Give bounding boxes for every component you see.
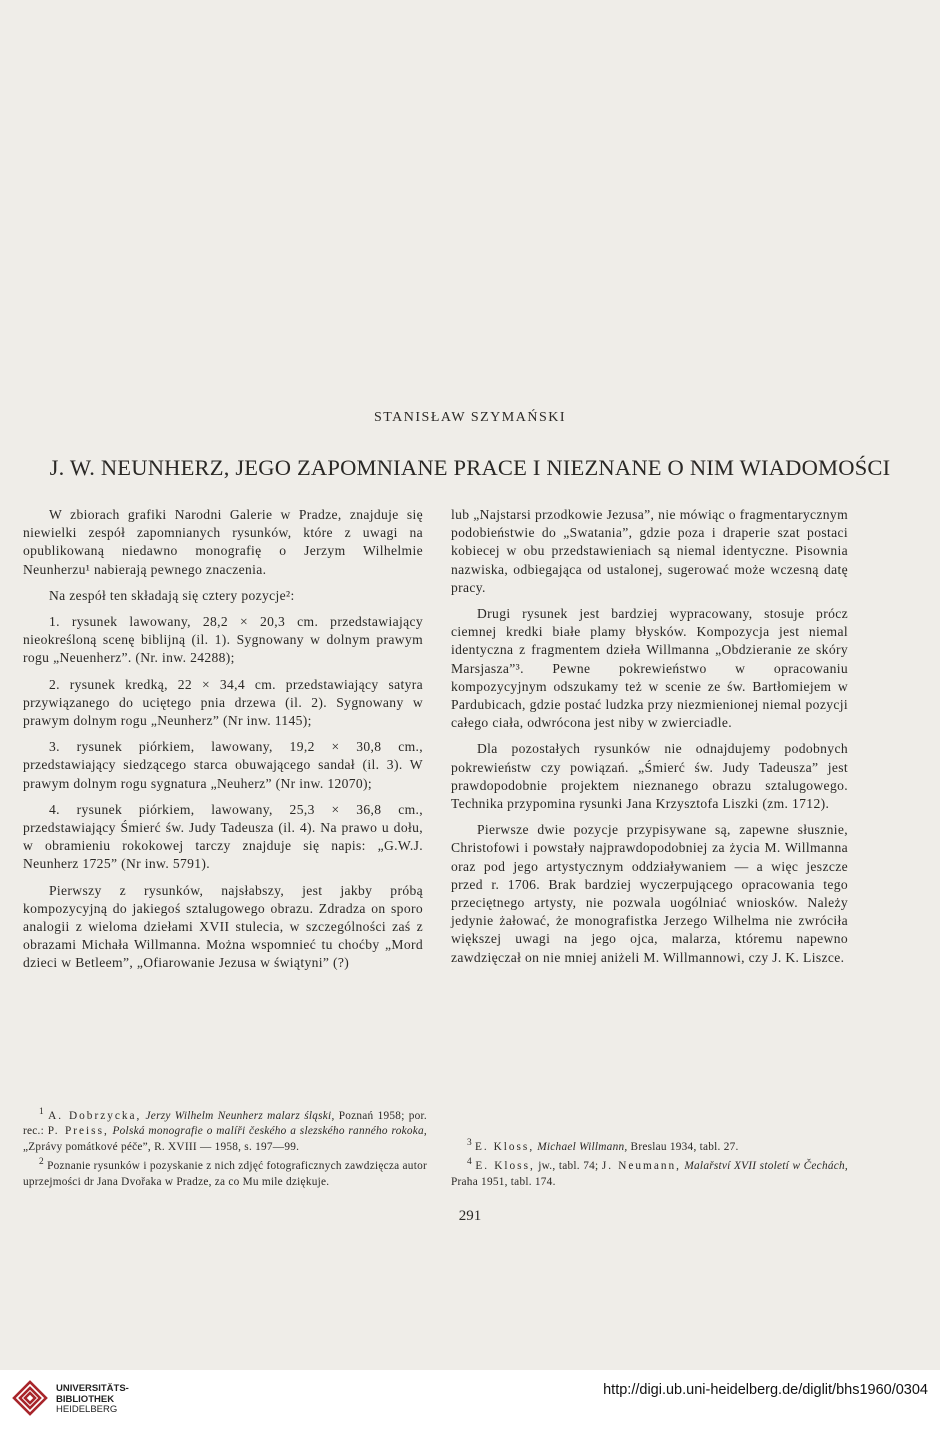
paragraph: Pierwszy z rysunków, najsłabszy, jest jakby próbą kompozycyjną do jakiegoś sztalugowego obrazu. Zdradza on sporo analogii z wieloma dziełami XVII stulecia, w szczególności zaś z obrazami Michała Willmanna. Można wspomnieć tu choćby „Mord dzieci w Betleem”, „Ofiarowanie Jezusa w świątyni” (?) [23,882,423,971]
footnote-title: Michael Willmann, [537,1140,628,1153]
footnote-author: P. Preiss, [47,1125,109,1138]
footnote-continuation-spacer [451,1105,848,1136]
page-number: 291 [458,1208,482,1224]
footnote-text: Praha 1951, tabl. 174. [451,1175,556,1188]
left-column [23,506,423,981]
library-name-line: UNIVERSITÄTS- [56,1383,129,1394]
library-logo-icon [10,1378,50,1418]
list-item: 2. rysunek kredką, 22 × 34,4 cm. przedstawiający satyra przywiązanego do uciętego pnia drzewa (il. 2). Sygnowany w prawym dolnym rogu „Neunherz” (Nr inw. 1145); [23,676,423,729]
library-name-line: BIBLIOTHEK [56,1393,115,1405]
footnote-text: Poznanie rysunków i pozyskanie z nich zdjęć fotograficznych zawdzięcza autor uprzejmości dr Jana Dvořaka w Pradze, za co Mu mile dziękuje. [23,1160,428,1188]
list-item: 1. rysunek lawowany, 28,2 × 20,3 cm. przedstawiający nieokreśloną scenę biblijną (il. 1). Sygnowany w dolnym prawym rogu „Neuenherz”. (Nr. inw. 24288); [23,614,423,666]
footnote-text: „Zprávy pomátkové péče”, R. XVIII — 1958, s. 197—99. [23,1140,300,1153]
library-name-line: HEIDELBERG [56,1404,118,1415]
article-title: J. W. NEUNHERZ, JEGO ZAPOMNIANE PRACE I NIEZNANE O NIM WIADOMOŚCI [49,455,891,480]
footnotes-left [23,1105,427,1190]
paragraph: Pierwsze dwie pozycje przypisywane są, zapewne słusznie, Christofowi i powstały najprawdopodobniej za życia M. Willmanna oraz pod jego artystycznym oddziaływaniem — a więc jeszcze przed r. 1706. Brak bardziej wyczerpującego opracowania tego przeciętnego artysty, nie pozwala uogólniać wniosków. Należy jedynie żałować, że monografistka Jerzego Wilhelma nie zwróciła większej uwagi na jego ojca, malarza, któremu napewno zawdzięczał on nie mniej aniżeli M. Willmannowi, czy J. K. Liszce. [451,822,848,965]
permalink-url[interactable]: http://digi.ub.uni-heidelberg.de/diglit/bhs1960/0304 [603,1382,928,1398]
footnotes-right [451,1105,848,1190]
footnote-number: 4 [467,1157,472,1168]
footnote-text: Breslau 1934, tabl. 27. [630,1140,739,1153]
footnote-2 [23,1155,427,1190]
footnote-author: A. Dobrzycka, [48,1109,142,1122]
paragraph: lub „Najstarsi przodkowie Jezusa”, nie mówiąc o fragmentarycznym podobieństwie do „Swatania”, gdzie poza i draperie szat postaci kobiecej w obu przedstawieniach są niemal identyczne. Pisownia nazwiska, odbiegająca od ustalonej, sugerować może wczesną datę pracy. [451,507,848,595]
paragraph: Na zespół ten składają się cztery pozycje²: [49,587,295,603]
footnote-author: E. Kloss, [475,1140,535,1153]
footnote-number: 3 [467,1138,472,1148]
paragraph: W zbiorach grafiki Narodni Galerie w Pradze, znajduje się niewielki zespół zapomnianych rysunków, które z uwagi na opublikowaną niedawno monografię o Jerzym Wilhelmie Neunherzu¹ nabierają pewnego znaczenia. [23,507,423,577]
paragraph: Drugi rysunek jest bardziej wypracowany, stosuje prócz ciemnej kredki białe plamy błysków. Kompozycja jest niemal identyczna z fragmentem dzieła Willmanna „Obdzieranie ze skóry Marsjasza”³. Pewne pokrewieństwo w opracowaniu kompozycyjnym odszukamy też w scenie ze św. Bartłomiejem w Pardubicach, gdzie postać ludzka przy niezmienionej niemal pozycji całego ciała, odwrócona jest niby w zwierciadle. [451,606,848,731]
footnote-4 [451,1155,848,1190]
list-item: 4. rysunek piórkiem, lawowany, 25,3 × 36,8 cm., przedstawiający Śmierć św. Judy Tadeusza (il. 4). Na prawo u dołu, w obramieniu rokokowej tarczy znajduje się napis: „G.W.J. Neunherz 1725” (Nr inw. 5791). [23,801,423,872]
footnote-author: E. Kloss, [475,1160,535,1173]
footnote-text: Poznań 1958; por. rec.: [23,1109,427,1138]
article-author: STANISŁAW SZYMAŃSKI [373,410,567,425]
footnote-text: jw., tabl. 74; [538,1160,599,1173]
list-item: 3. rysunek piórkiem, lawowany, 19,2 × 30,8 cm., przedstawiający siedzącego starca obuwającego sandał (il. 3). W prawym dolnym rogu sygnatura „Neuherz” (Nr inw. 12070); [23,739,423,791]
footnote-author: J. Neumann, [601,1160,681,1173]
footnote-3 [451,1136,848,1155]
paragraph: Dla pozostałych rysunków nie odnajdujemy podobnych pokrewieństw czy powiązań. „Śmierć św. Judy Tadeusza” jest prawdopodobnie projektem nieznanego obrazu sztalugowego. Technika przypomina rysunki Jana Krzysztofa Liszki (zm. 1712). [451,741,848,812]
footnote-1 [23,1105,427,1155]
footnote-title: Polská monografie o malíři českého a slezského ranného rokoka, [112,1125,428,1138]
right-column [451,506,848,975]
library-name [56,1384,129,1416]
footnote-number: 2 [39,1157,44,1168]
footer-bar [0,1370,940,1436]
footnote-number: 1 [39,1107,44,1117]
footnote-title: Jerzy Wilhelm Neunherz malarz śląski, [145,1109,335,1122]
footnote-title: Malařství XVII století w Čechách, [684,1160,848,1173]
